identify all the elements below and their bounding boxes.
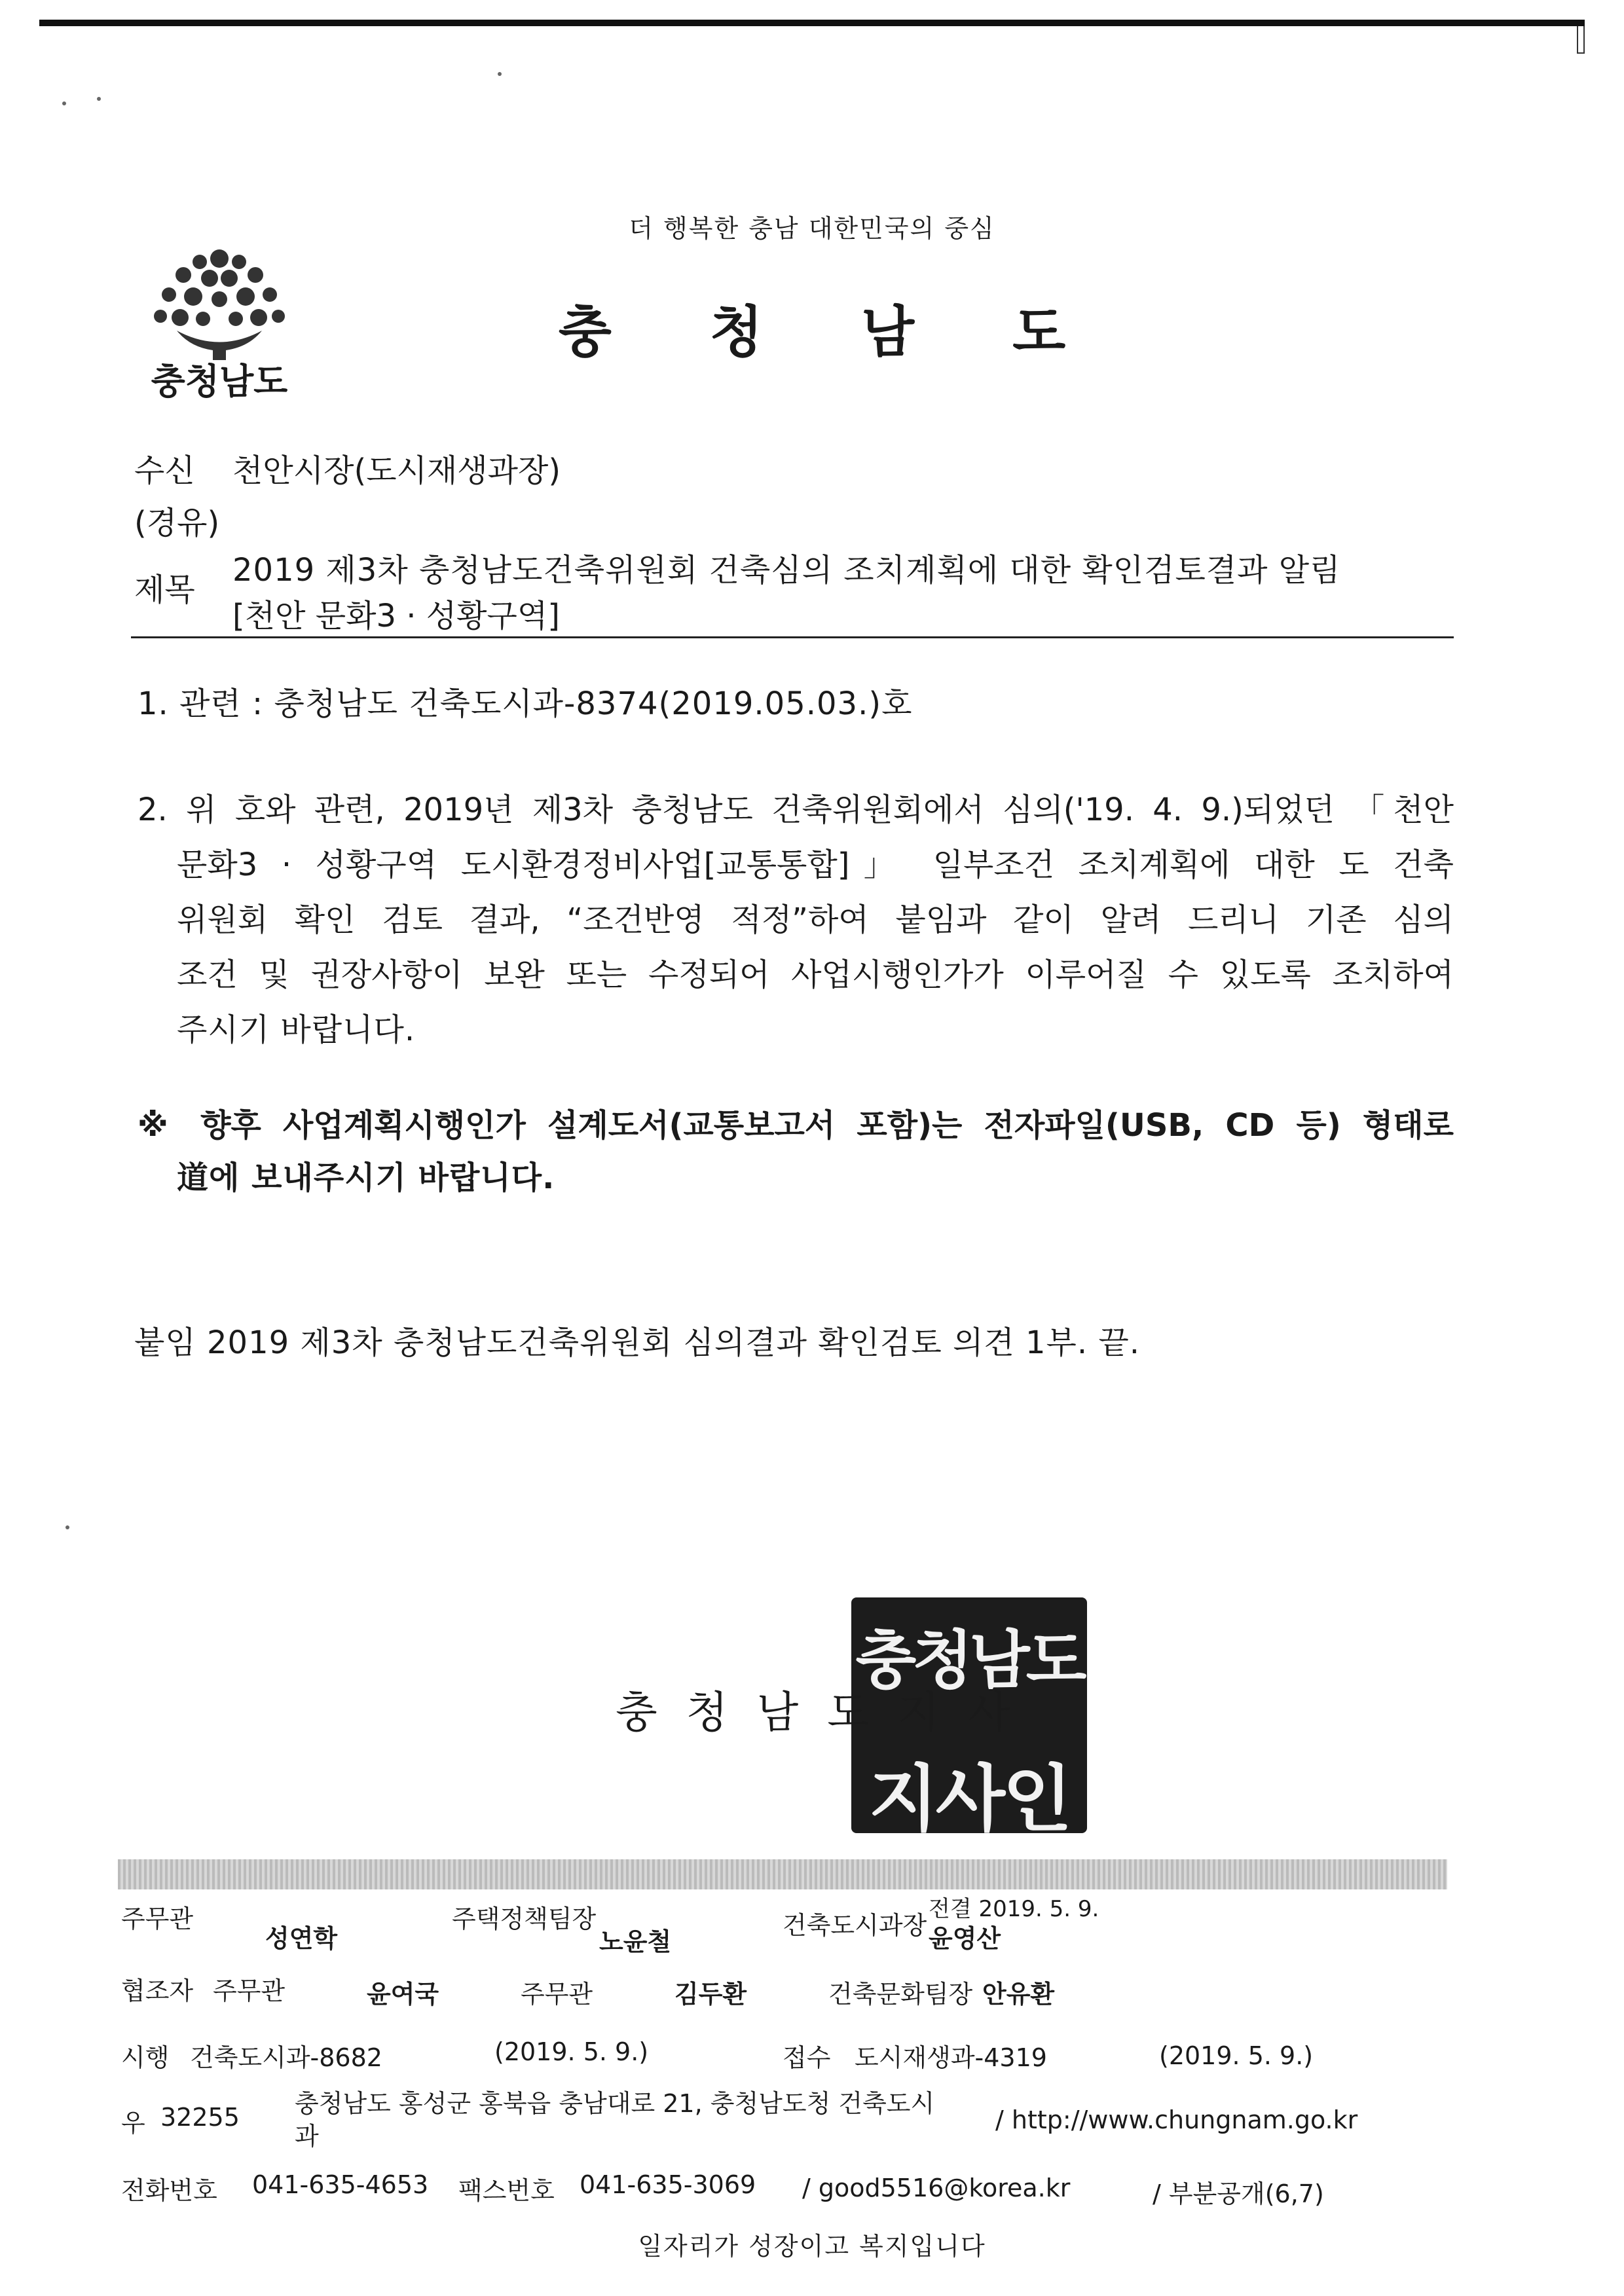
website-link[interactable]: / http://www.chungnam.go.kr <box>995 2105 1358 2134</box>
coop3-name: 안유환 <box>982 1980 1055 2009</box>
phone-number: 041-635-4653 <box>252 2170 429 2199</box>
sender-name: 충청남도지사 <box>616 1687 1039 1738</box>
team-label: 주택정책팀장 <box>452 1904 597 1933</box>
coop1-name: 윤여국 <box>367 1980 439 2009</box>
officer-label: 주무관 <box>121 1904 194 1933</box>
scan-speck <box>62 101 66 105</box>
recv-label: 접수 <box>783 2043 831 2072</box>
body-paragraph-line: 조건 및 권장사항이 보완 또는 수정되어 사업시행인가가 이루어질 수 있도록 조치하여 <box>177 957 1454 993</box>
footer-motto: 일자리가 성장이고 복지입니다 <box>638 2232 986 2261</box>
notice-line2: 道에 보내주시기 바랍니다. <box>177 1159 555 1196</box>
logo-text: 충청남도 <box>151 361 288 402</box>
disclosure-status: / 부분공개(6,7) <box>1153 2179 1324 2208</box>
seal-line2: 지사인 <box>868 1757 1070 1841</box>
recv-date: (2019. 5. 9.) <box>1159 2041 1314 2070</box>
coop3-label: 건축문화팀장 <box>828 1980 973 2009</box>
fax-number: 041-635-3069 <box>580 2170 756 2199</box>
coop2-label: 주무관 <box>521 1980 593 2009</box>
footer-band <box>118 1859 1447 1889</box>
subject-underline <box>131 636 1454 638</box>
recv-value: 도시재생과-4319 <box>855 2043 1047 2072</box>
org-title: 충청남도 <box>558 300 1164 364</box>
body-paragraph-line: 위원회 확인 검토 결과, “조건반영 적정”하여 붙임과 같이 알려 드리니 기존 심의 <box>177 902 1454 938</box>
email-link[interactable]: / good5516@korea.kr <box>802 2174 1071 2202</box>
exec-value: 건축도시과-8682 <box>190 2043 382 2072</box>
notice-line1: ※ 향후 사업계획시행인가 설계도서(교통보고서 포함)는 전자파일(USB, CD 등) 형태로 <box>138 1107 1454 1144</box>
zip-label: 우 <box>121 2109 145 2138</box>
phone-label: 전화번호 <box>121 2176 217 2205</box>
top-border <box>39 20 1585 26</box>
page-edge-mark <box>1577 26 1585 54</box>
director-label: 건축도시과장 <box>783 1911 927 1940</box>
officer-name: 성연학 <box>265 1924 338 1953</box>
subject-label: 제목 <box>134 572 195 608</box>
seal-line1: 충청남도 <box>855 1624 1083 1697</box>
via-label: (경유) <box>134 505 220 541</box>
exec-label: 시행 <box>121 2043 170 2072</box>
coop-label: 협조자 <box>121 1977 194 2005</box>
director-note: 전결 2019. 5. 9. <box>929 1896 1099 1922</box>
recipient-label: 수신 <box>134 452 195 489</box>
coop2-name: 김두환 <box>674 1980 747 2009</box>
zip-code: 32255 <box>160 2103 240 2132</box>
scan-speck <box>65 1525 69 1529</box>
body-paragraph-line: 2. 위 호와 관련, 2019년 제3차 충청남도 건축위원회에서 심의('19. 4. 9.)되었던 「천안 <box>138 792 1454 828</box>
director-name: 윤영산 <box>929 1924 1001 1953</box>
exec-date: (2019. 5. 9.) <box>494 2037 649 2066</box>
body-paragraph-line: 주시기 바랍니다. <box>177 1011 416 1048</box>
scan-speck <box>97 97 101 101</box>
body-paragraph-line: 문화3 · 성황구역 도시환경정비사업[교통통합]」 일부조건 조치계획에 대한 도 건축 <box>177 847 1454 883</box>
address-line1: 충청남도 홍성군 홍북읍 충남대로 21, 충청남도청 건축도시 <box>295 2089 935 2118</box>
team-name: 노윤철 <box>599 1927 672 1956</box>
fax-label: 팩스번호 <box>458 2176 555 2205</box>
related-item: 1. 관련 : 충청남도 건축도시과-8374(2019.05.03.)호 <box>138 685 913 722</box>
slogan: 더 행복한 충남 대한민국의 중심 <box>629 214 995 243</box>
scan-speck <box>498 72 502 76</box>
recipient-value: 천안시장(도시재생과장) <box>232 452 561 489</box>
attachment: 붙임 2019 제3차 충청남도건축위원회 심의결과 확인검토 의견 1부. 끝. <box>134 1324 1141 1361</box>
subject-line2: [천안 문화3 · 성황구역] <box>232 598 560 634</box>
subject-line1: 2019 제3차 충청남도건축위원회 건축심의 조치계획에 대한 확인검토결과 알림 <box>232 552 1341 589</box>
coop1-label: 주무관 <box>213 1977 286 2005</box>
address-line2: 과 <box>295 2122 319 2151</box>
